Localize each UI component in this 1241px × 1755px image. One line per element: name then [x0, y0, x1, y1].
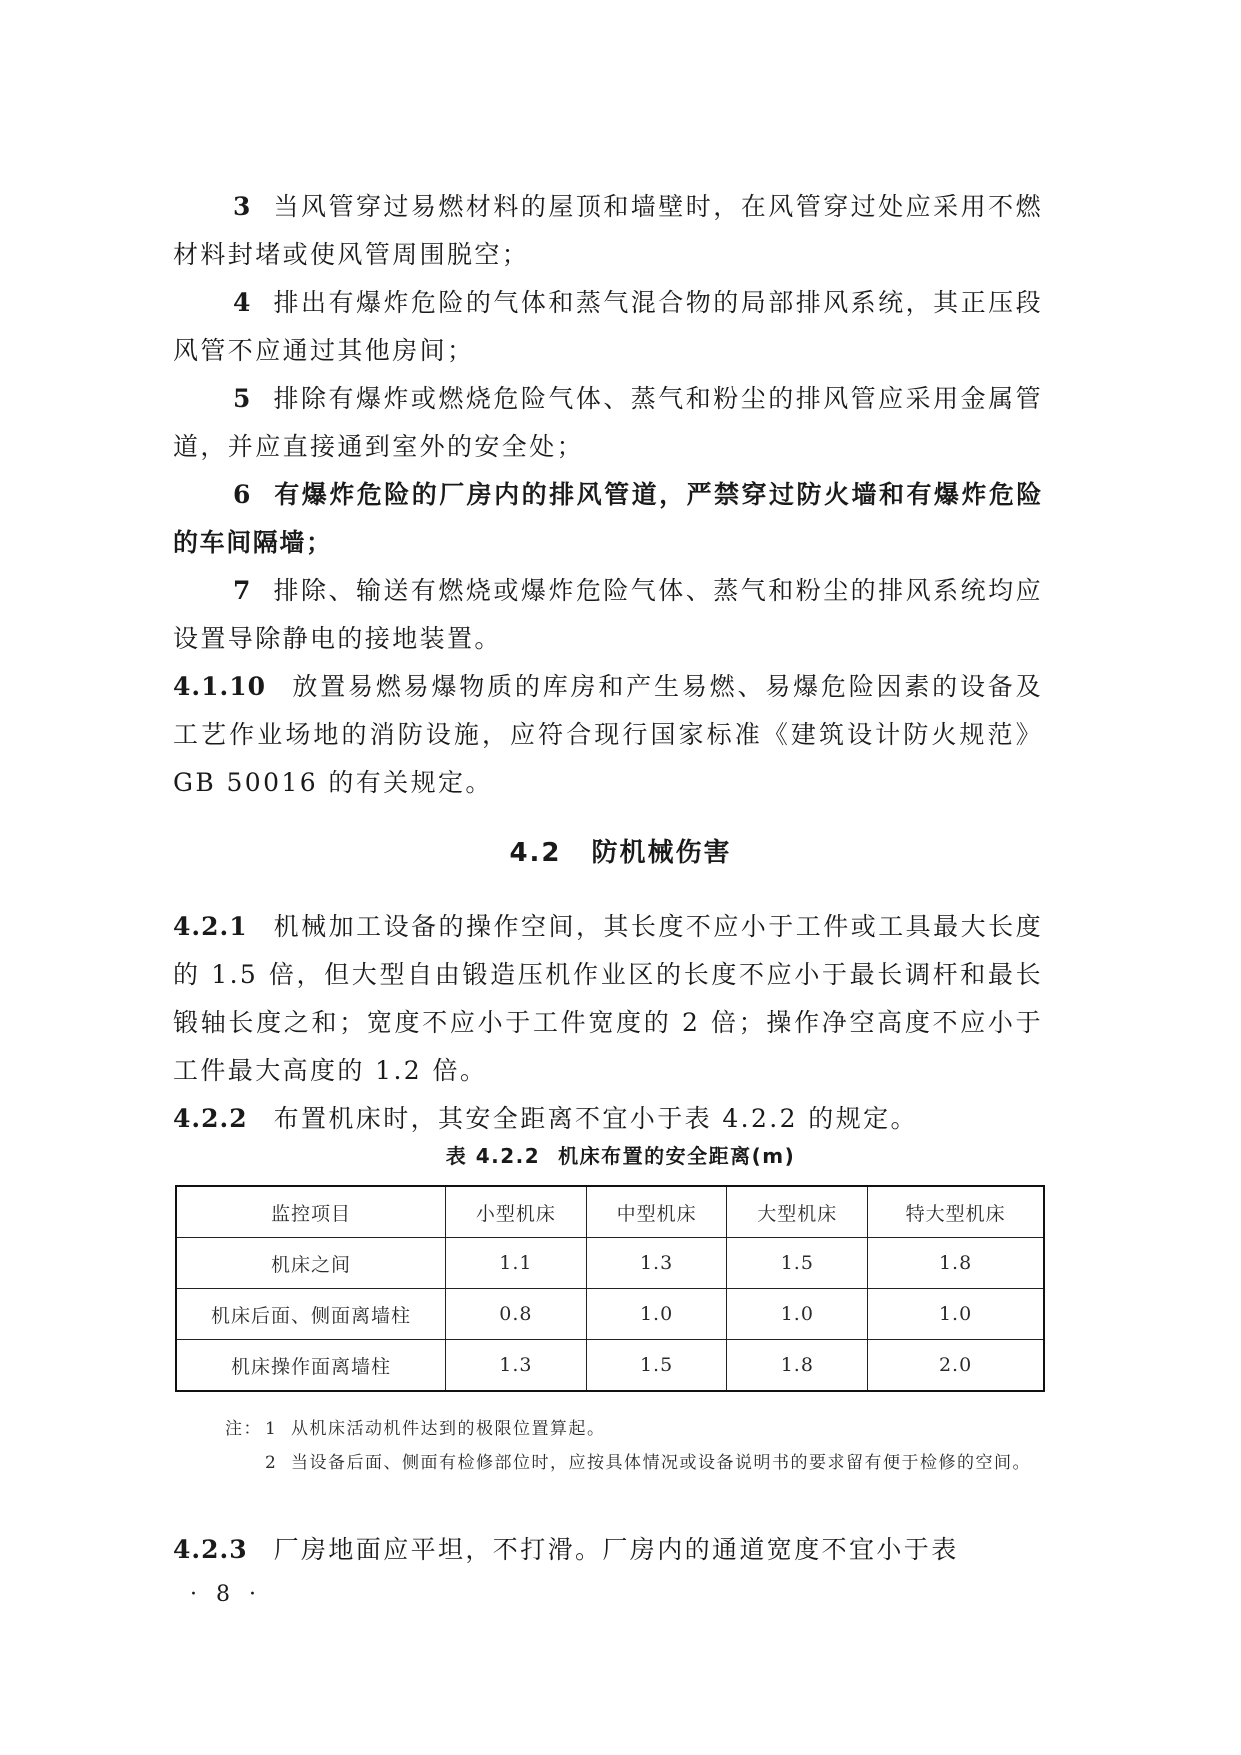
header-cell: 特大型机床	[868, 1186, 1044, 1238]
safety-distance-table	[175, 1185, 1045, 1392]
table-cell: 1.0	[586, 1289, 727, 1340]
clause-number: 4.2.3	[173, 1535, 248, 1564]
table-cell: 1.8	[868, 1238, 1044, 1289]
item-text: 当风管穿过易燃材料的屋顶和墙壁时，在风管穿过处应采用不燃材料封堵或使风管周围脱空；	[173, 192, 1043, 269]
item-number: 5	[233, 384, 252, 413]
section-title: 防机械伤害	[591, 838, 732, 868]
table-cell: 1.8	[727, 1340, 868, 1392]
table-cell: 机床操作面离墙柱	[176, 1340, 446, 1392]
clause-4-1-10	[173, 663, 1043, 807]
clause-number: 4.1.10	[173, 672, 266, 701]
table-cell: 机床之间	[176, 1238, 446, 1289]
header-cell: 中型机床	[586, 1186, 727, 1238]
table-header-row	[176, 1186, 1044, 1238]
list-item-3	[173, 183, 1043, 279]
header-cell: 大型机床	[727, 1186, 868, 1238]
clause-text: 机械加工设备的操作空间，其长度不应小于工件或工具最大长度的 1.5 倍，但大型自由锻造压机作业区的长度不应小于最长调杆和最长锻轴长度之和；宽度不应小于工件宽度的 2 倍；操作净空高度不应小于工件最大高度的 1.2 倍。	[173, 912, 1043, 1085]
item-text: 有爆炸危险的厂房内的排风管道，严禁穿过防火墙和有爆炸危险的车间隔墙；	[173, 480, 1043, 557]
item-text: 排除有爆炸或燃烧危险气体、蒸气和粉尘的排风管应采用金属管道，并应直接通到室外的安全处；	[173, 384, 1043, 461]
clause-4-2-3	[173, 1526, 1043, 1574]
clause-text: 布置机床时，其安全距离不宜小于表 4.2.2 的规定。	[273, 1104, 918, 1133]
note-item	[225, 1446, 1045, 1480]
section-heading	[0, 832, 1241, 869]
clause-number: 4.2.1	[173, 912, 248, 941]
clause-4-2-2	[173, 1095, 1043, 1143]
note-number: 1	[265, 1419, 278, 1439]
item-number: 7	[233, 576, 252, 605]
list-item-4	[173, 279, 1043, 375]
list-item-6-mandatory	[173, 471, 1043, 567]
page-number: · 8 ·	[190, 1582, 262, 1607]
table-cell: 1.5	[727, 1238, 868, 1289]
item-number: 6	[233, 480, 252, 509]
item-number: 3	[233, 192, 252, 221]
table-cell: 2.0	[868, 1340, 1044, 1392]
note-text: 当设备后面、侧面有检修部位时，应按具体情况或设备说明书的要求留有便于检修的空间。	[291, 1453, 1031, 1473]
note-item	[225, 1412, 1045, 1446]
table-row	[176, 1340, 1044, 1392]
list-item-7	[173, 567, 1043, 663]
note-number: 2	[265, 1453, 278, 1473]
clause-text: 厂房地面应平坦，不打滑。厂房内的通道宽度不宜小于表	[273, 1535, 959, 1564]
note-text: 从机床活动机件达到的极限位置算起。	[291, 1419, 606, 1439]
header-cell: 监控项目	[176, 1186, 446, 1238]
note-label: 注：	[225, 1419, 262, 1439]
item-text: 排除、输送有燃烧或爆炸危险气体、蒸气和粉尘的排风系统均应设置导除静电的接地装置。	[173, 576, 1043, 653]
table-cell: 机床后面、侧面离墙柱	[176, 1289, 446, 1340]
table-title	[0, 1140, 1241, 1169]
section-number: 4.2	[509, 838, 562, 868]
table-cell: 1.5	[586, 1340, 727, 1392]
table-notes	[225, 1412, 1045, 1480]
table-cell: 1.1	[446, 1238, 587, 1289]
table-cell: 1.0	[868, 1289, 1044, 1340]
table-row	[176, 1289, 1044, 1340]
table-cell: 1.3	[446, 1340, 587, 1392]
table-cell: 0.8	[446, 1289, 587, 1340]
list-item-5	[173, 375, 1043, 471]
table-cell: 1.0	[727, 1289, 868, 1340]
table-number: 表 4.2.2	[445, 1144, 541, 1168]
table-row	[176, 1238, 1044, 1289]
clause-text: 放置易燃易爆物质的库房和产生易燃、易爆危险因素的设备及工艺作业场地的消防设施，应符合现行国家标准《建筑设计防火规范》GB 50016 的有关规定。	[173, 672, 1043, 797]
clause-4-2-1	[173, 903, 1043, 1095]
item-number: 4	[233, 288, 252, 317]
header-cell: 小型机床	[446, 1186, 587, 1238]
table-cell: 1.3	[586, 1238, 727, 1289]
table-caption: 机床布置的安全距离(m)	[558, 1144, 796, 1168]
clause-number: 4.2.2	[173, 1104, 248, 1133]
item-text: 排出有爆炸危险的气体和蒸气混合物的局部排风系统，其正压段风管不应通过其他房间；	[173, 288, 1043, 365]
